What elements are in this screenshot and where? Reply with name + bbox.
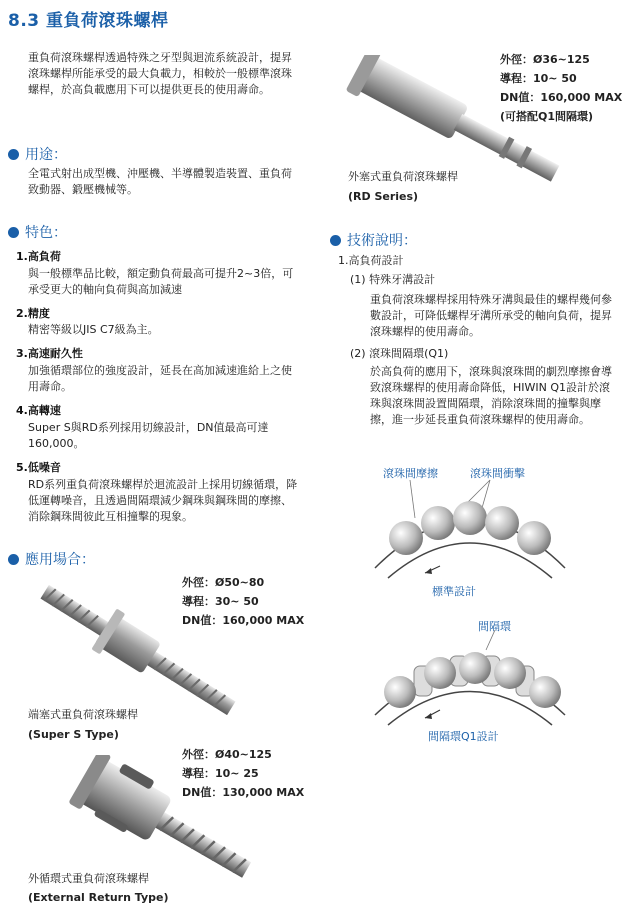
external-caption: 外循環式重負荷滾珠螺桿: [28, 872, 149, 885]
feature-text: Super S與RD系列採用切線設計，DN值最高可達160,000。: [28, 421, 269, 450]
tech-sub2-text: 於高負荷的應用下，滾珠與滾珠間的劇烈摩擦會導致滾珠螺桿的使用壽命降低，HIWIN Q1設計於滾珠與滾珠間設置間隔環，消除滾珠間的撞擊與摩擦，進一步延長重負荷滾珠螺桿的使用壽命。: [370, 365, 612, 426]
rd-caption-en: (RD Series): [348, 190, 419, 203]
tech-sub1-text: 重負荷滾珠螺桿採用特殊牙溝與最佳的螺桿幾何參數設計，可降低螺桿牙溝所承受的軸向負荷，提昇滾珠螺桿的使用壽命。: [370, 293, 612, 338]
label-friction: 滾珠間摩擦: [383, 467, 438, 480]
rd-spec-od: 外徑：Ø36~125: [500, 53, 590, 66]
label-q1: 間隔環Q1設計: [428, 730, 499, 743]
features-heading-text: 特色：: [25, 225, 67, 241]
rd-caption: 外塞式重負荷滾珠螺桿: [348, 170, 458, 183]
super-s-spec-lead: 導程：30~ 50: [182, 595, 259, 608]
rd-spec-q1: (可搭配Q1間隔環): [500, 110, 594, 123]
external-spec-lead: 導程：10~ 25: [182, 767, 259, 780]
super-s-caption-en: (Super S Type): [28, 728, 119, 741]
page-title: 8.3 重負荷滾珠螺桿: [8, 11, 169, 31]
bullet-icon: [330, 235, 341, 246]
applications-heading: [8, 549, 95, 569]
rd-spec-lead: 導程：10~ 50: [500, 72, 577, 85]
tech-heading: [330, 230, 417, 250]
external-spec-od: 外徑：Ø40~125: [182, 748, 272, 761]
tech-sub1-title: (1) 特殊牙溝設計: [350, 273, 436, 286]
intro-text: 重負荷滾珠螺桿透過特殊之牙型與迴流系統設計，提昇滾珠螺桿所能承受的最大負載力，相較於一般標準滾珠螺桿，於高負載應用下可以提供更長的使用壽命。: [28, 51, 292, 96]
usage-heading-text: 用途：: [25, 147, 67, 163]
standard-design-diagram: [370, 478, 570, 588]
feature-title: 5.低噪音: [16, 461, 61, 474]
super-s-caption: 端塞式重負荷滾珠螺桿: [28, 708, 138, 721]
feature-title: 4.高轉速: [16, 404, 61, 417]
label-spacer: 間隔環: [478, 620, 511, 633]
feature-text: RD系列重負荷滾珠螺桿於迴流設計上採用切線循環，降低運轉噪音，且透過間隔環減少鋼珠與鋼珠間的摩擦、消除鋼珠間彼此互相撞擊的現象。: [28, 478, 298, 523]
feature-text: 與一般標準品比較，額定動負荷最高可提升2~3倍，可承受更大的軸向負荷與高加減速: [28, 267, 294, 296]
applications-heading-text: 應用場合：: [25, 552, 95, 568]
usage-heading: [8, 144, 67, 164]
label-standard: 標準設計: [432, 585, 476, 598]
feature-title: 2.精度: [16, 307, 50, 320]
feature-text: 精密等級以JIS C7級為主。: [28, 323, 159, 336]
feature-text: 加強循環部位的強度設計，延長在高加減速進給上之使用壽命。: [28, 364, 292, 393]
tech-heading-text: 技術說明：: [347, 233, 417, 249]
external-caption-en: (External Return Type): [28, 891, 169, 904]
usage-text: 全電式射出成型機、沖壓機、半導體製造裝置、重負荷致動器、鍛壓機械等。: [28, 167, 292, 196]
features-heading: [8, 222, 67, 242]
bullet-icon: [8, 149, 19, 160]
bullet-icon: [8, 227, 19, 238]
feature-title: 1.高負荷: [16, 250, 61, 263]
super-s-spec-dn: DN值：160,000 MAX: [182, 614, 305, 627]
rd-spec-dn: DN值：160,000 MAX: [500, 91, 623, 104]
bullet-icon: [8, 554, 19, 565]
tech-sub2-title: (2) 滾珠間隔環(Q1): [350, 347, 449, 360]
super-s-spec-od: 外徑：Ø50~80: [182, 576, 265, 589]
label-impact: 滾珠間衝擊: [470, 467, 525, 480]
external-spec-dn: DN值：130,000 MAX: [182, 786, 305, 799]
q1-design-diagram: [370, 630, 570, 735]
tech-item1: 1.高負荷設計: [338, 254, 404, 267]
feature-title: 3.高速耐久性: [16, 347, 83, 360]
